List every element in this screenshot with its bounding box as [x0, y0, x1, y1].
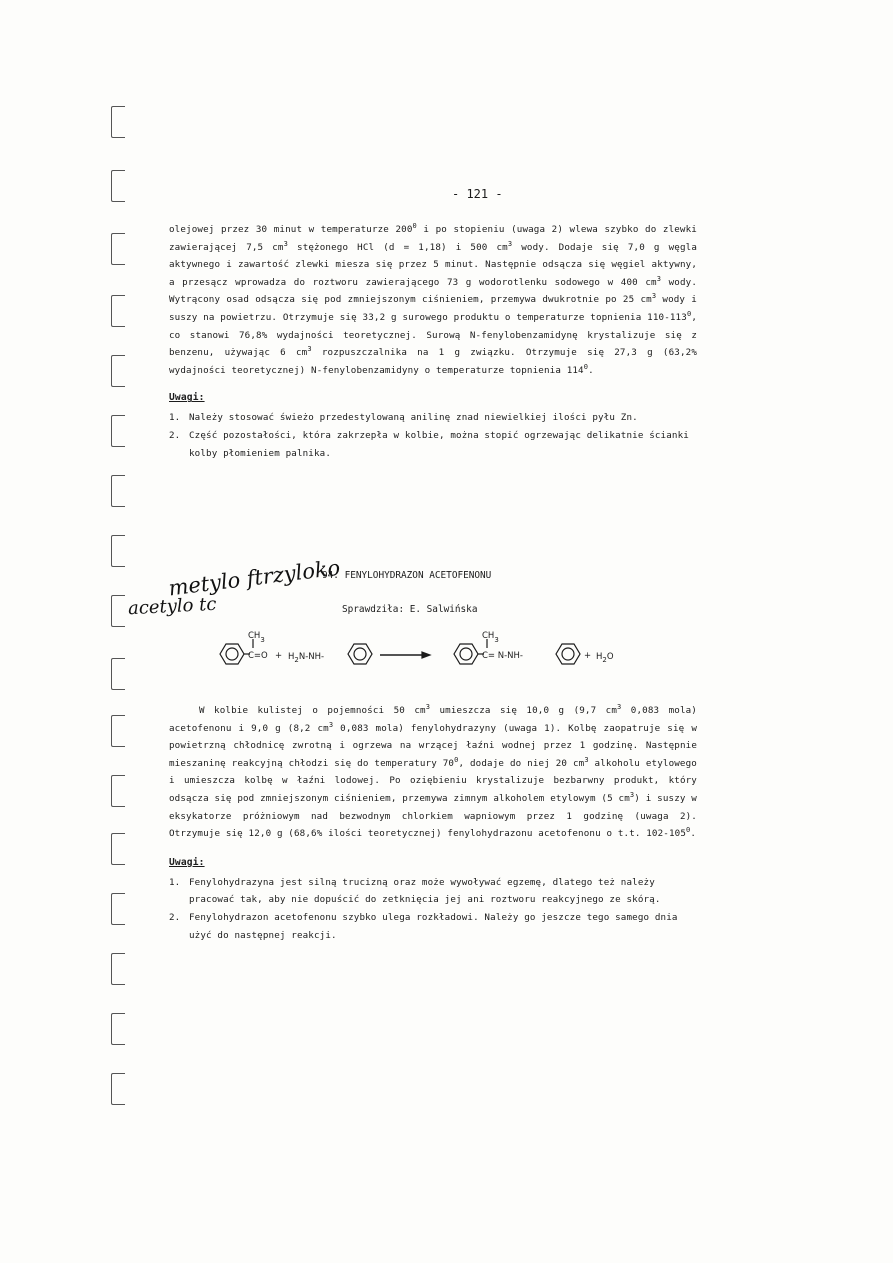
- binder-hole: [111, 595, 125, 627]
- superscript: 3: [656, 274, 662, 283]
- top-paragraph: [169, 221, 697, 379]
- binder-hole: [111, 1013, 125, 1045]
- reaction-arrow-head: [422, 652, 430, 658]
- text-run: W kolbie kulistej o pojemności 50 cm: [199, 705, 426, 716]
- superscript: 3: [629, 790, 635, 799]
- text-run: 0,083 mola) fenylohydrazyny (uwaga 1). Kolbę zaopatruje się w powietrzną chłodnicę zwrotną i ogrzewa na wrzącej łaźni wodnej przez 1 godzinę. Następnie mieszaninę reakcyjną chłodzi się do temperatury 70: [169, 722, 697, 769]
- superscript: 0: [583, 362, 589, 371]
- superscript: 0: [686, 309, 692, 318]
- note-number: 1.: [169, 412, 181, 424]
- binder-hole: [111, 775, 125, 807]
- binder-hole: [111, 658, 125, 690]
- text-run: wody. Wytrącony osad odsącza się pod zmniejszonym ciśnieniem, przemywa dwukrotnie po 25 cm: [169, 276, 698, 306]
- benzene-ring-icon: [220, 644, 244, 664]
- binder-hole: [111, 355, 125, 387]
- notes-list-2: [169, 874, 697, 944]
- note-item: [169, 909, 697, 944]
- handwritten-note: acetylo tc: [127, 593, 217, 620]
- binder-hole: [111, 715, 125, 747]
- text-run: ) i suszy w eksykatorze próżniowym nad bezwodnym chlorkiem wapniowym przez 1 godzinę (uwaga 2). Otrzymuje się 12,0 g (68,6% ilości teoretycznej) fenylohydrazonu acetofenonu o t.t. 102-105: [169, 792, 697, 840]
- benzene-ring-icon: [226, 648, 238, 660]
- binder-hole: [111, 953, 125, 985]
- binder-hole: [111, 1073, 125, 1105]
- superscript: 3: [307, 345, 312, 354]
- superscript: 3: [283, 239, 288, 248]
- text-run: 0,083 mola) acetofenonu i 9,0 g (8,2 cm: [169, 705, 697, 734]
- procedure-paragraph: [169, 702, 697, 843]
- plus-sign: +: [584, 651, 592, 661]
- methyl-label: $CH_3$: [248, 631, 265, 644]
- text-run: , dodaje do niej 20 cm: [458, 757, 585, 769]
- text-run: .: [588, 364, 594, 376]
- binder-hole: [111, 233, 125, 265]
- note-item: [169, 874, 697, 909]
- text-run: stężonego HCl (d = 1,18) i 500 cm: [288, 241, 508, 253]
- water-label: $H_2O$: [596, 652, 614, 664]
- reaction-scheme: [210, 628, 680, 678]
- reviewer: Sprawdziła: E. Salwińska: [342, 604, 478, 615]
- superscript: 3: [425, 702, 431, 711]
- text-run: rozpuszczalnika na 1 g związku. Otrzymuje się 27,3 g (63,2% wydajności teoretycznej) N-fenylobenzamidyny o temperaturze topnienia 114: [169, 347, 697, 376]
- notes-heading: Uwagi:: [169, 856, 205, 868]
- binder-hole: [111, 295, 125, 327]
- benzene-ring-icon: [354, 648, 366, 660]
- text-run: i po stopieniu (uwaga 2) wlewa szybko do zlewki zawierającej 7,5 cm: [169, 224, 697, 253]
- carbonyl-label: C=O: [248, 651, 268, 661]
- binder-hole: [111, 535, 125, 567]
- superscript: 3: [507, 239, 513, 248]
- note-text: Fenylohydrazon acetofenonu szybko ulega rozkładowi. Należy go jeszcze tego samego dnia użyć do następnej reakcji.: [189, 911, 678, 941]
- binder-hole: [111, 106, 125, 138]
- binder-hole: [111, 893, 125, 925]
- note-text: Należy stosować świeżo przedestylowaną anilinę znad niewielkiej ilości pyłu Zn.: [189, 412, 638, 424]
- text-run: alkoholu etylowego i umieszcza kolbę w łaźni lodowej. Po oziębieniu krystalizuje bezbarwny produkt, który odsącza się pod zmniejszonym ciśnieniem, przemywa zimnym alkoholem etylowym (5 cm: [169, 757, 697, 804]
- note-number: 2.: [169, 429, 181, 441]
- procedure-section: [169, 702, 697, 944]
- benzene-ring-icon: [556, 644, 580, 664]
- benzene-ring-icon: [460, 648, 472, 660]
- note-text: Fenylohydrazyna jest silną trucizną oraz może wywoływać egzemę, dlatego też należy pracować tak, aby nie dopuścić do zetknięcia jej ani roztworu reakcyjnego ze skórą.: [189, 876, 661, 906]
- superscript: 3: [584, 755, 589, 764]
- top-section: [169, 221, 697, 462]
- plus-sign: +: [275, 651, 283, 661]
- text-run: .: [690, 828, 697, 840]
- benzene-ring-icon: [562, 648, 574, 660]
- hydrazine-label: $H_2N-NH-$: [288, 652, 325, 664]
- note-item: [169, 409, 697, 427]
- superscript: 0: [454, 755, 459, 764]
- binder-hole: [111, 170, 125, 202]
- benzene-ring-icon: [454, 644, 478, 664]
- note-item: [169, 427, 697, 462]
- binder-hole: [111, 833, 125, 865]
- section-title: 94. FENYLOHYDRAZON ACETOFENONU: [322, 570, 492, 581]
- text-run: , co stanowi 76,8% wydajności teoretycznej. Surową N-fenylobenzamidynę krystalizuje się z benzenu, używając 6 cm: [169, 311, 697, 359]
- note-number: 1.: [169, 876, 181, 888]
- text-run: olejowej przez 30 minut w temperaturze 200: [169, 224, 413, 235]
- hydrazone-label: C= N-NH-: [482, 651, 524, 661]
- benzene-ring-icon: [348, 644, 372, 664]
- binder-hole: [111, 475, 125, 507]
- superscript: 3: [328, 720, 334, 729]
- handwritten-note: metylo ftrzyloko: [167, 555, 342, 601]
- note-text: Część pozostałości, która zakrzepła w kolbie, można stopić ogrzewając delikatnie ścianki kolby płomieniem palnika.: [189, 429, 689, 459]
- methyl-label: $CH_3$: [482, 631, 499, 644]
- superscript: 0: [686, 826, 691, 835]
- notes-list-1: [169, 409, 697, 462]
- note-number: 2.: [169, 911, 181, 923]
- text-run: umieszcza się 10,0 g (9,7 cm: [430, 705, 618, 716]
- text-run: wody. Dodaje się 7,0 g węgla aktywnego i zawartość zlewki miesza się przez 5 minut. Następnie odsącza się węgiel aktywny, a przesącz wprowadza do roztworu zawierającego 73 g wodorotlenku sodowego w 400 cm: [169, 241, 698, 288]
- superscript: 3: [617, 702, 622, 711]
- notes-heading: Uwagi:: [169, 392, 205, 404]
- superscript: 0: [412, 221, 417, 230]
- page-number: - 121 -: [452, 187, 503, 201]
- text-run: wody i suszy na powietrzu. Otrzymuje się 33,2 g surowego produktu o temperaturze topnienia 110-113: [169, 294, 697, 323]
- superscript: 3: [651, 292, 657, 301]
- binder-hole: [111, 415, 125, 447]
